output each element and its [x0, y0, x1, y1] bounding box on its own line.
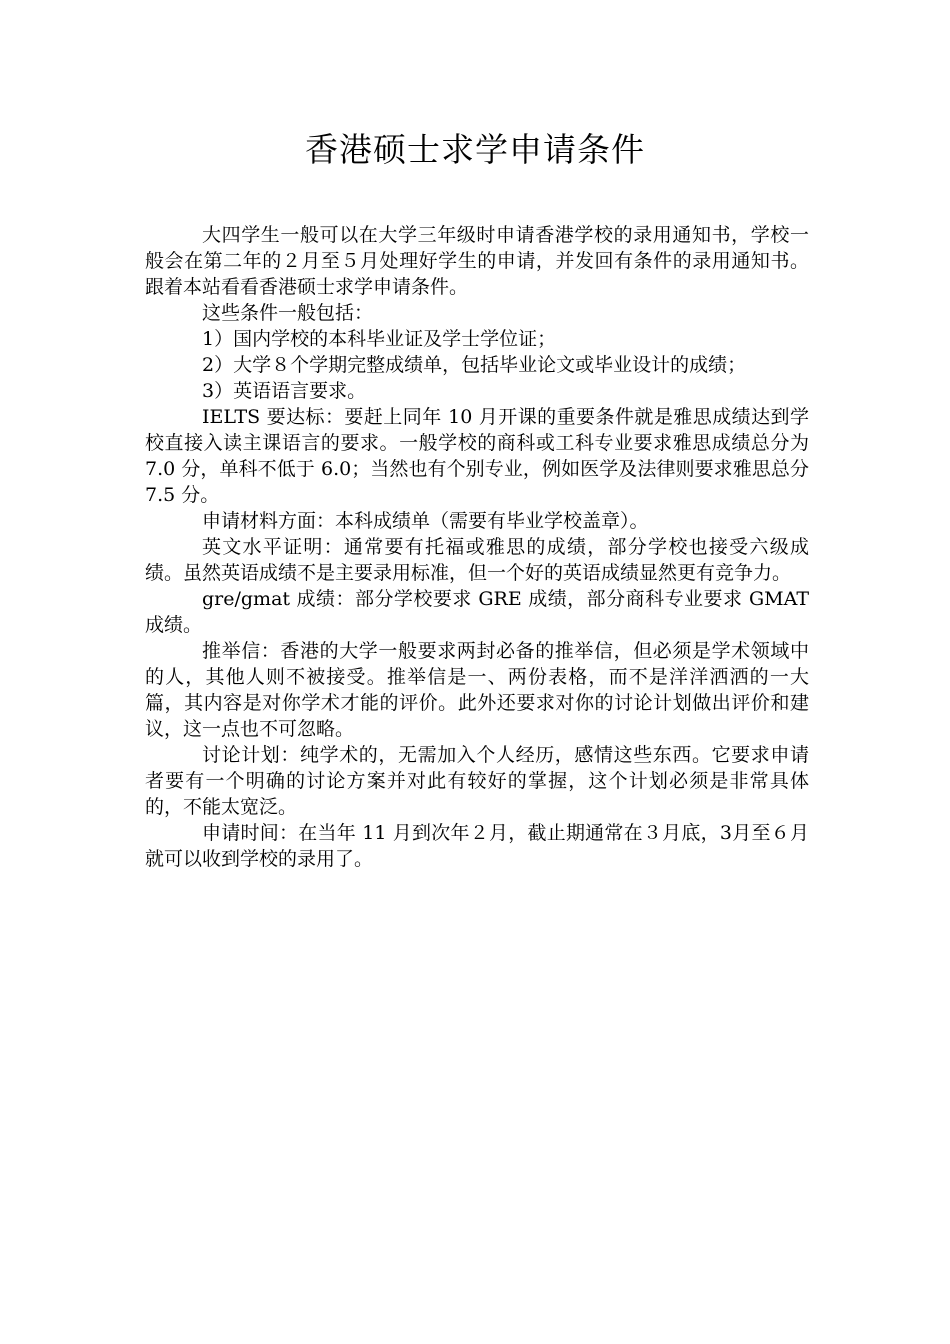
paragraph-gre-gmat: gre/gmat 成绩：部分学校要求 GRE 成绩，部分商科专业要求 GMAT 成绩。	[145, 588, 809, 636]
paragraph-condition-2: 2）大学８个学期完整成绩单，包括毕业论文或毕业设计的成绩；	[202, 354, 747, 376]
paragraph-condition-1: 1）国内学校的本科毕业证及学士学位证；	[202, 328, 557, 350]
paragraph-ielts: IELTS 要达标：要赶上同年 10 月开课的重要条件就是雅思成绩达到学校直接入读主课语言的要求。一般学校的商科或工科专业要求雅思成绩总分为 7.0 分，单科不低于 6.0；当然也有个别专业，例如医学及法律则要求雅思总分 7.5 分。	[145, 406, 809, 506]
paragraph-english-proof: 英文水平证明：通常要有托福或雅思的成绩，部分学校也接受六级成绩。虽然英语成绩不是主要录用标准，但一个好的英语成绩显然更有竞争力。	[145, 536, 809, 584]
paragraph-research-plan: 讨论计划：纯学术的，无需加入个人经历，感情这些东西。它要求申请者要有一个明确的讨论方案并对此有较好的掌握，这个计划必须是非常具体的，不能太宽泛。	[145, 744, 809, 818]
document-body	[145, 222, 809, 872]
paragraph-conditions-heading: 这些条件一般包括：	[202, 302, 374, 324]
paragraph-condition-3: 3）英语语言要求。	[202, 380, 367, 402]
paragraph-materials: 申请材料方面：本科成绩单（需要有毕业学校盖章）。	[202, 510, 649, 532]
paragraph-intro: 大四学生一般可以在大学三年级时申请香港学校的录用通知书，学校一般会在第二年的２月至５月处理好学生的申请，并发回有条件的录用通知书。跟着本站看看香港硕士求学申请条件。	[145, 224, 809, 298]
document-title: 香港硕士求学申请条件	[305, 130, 645, 169]
paragraph-application-time: 申请时间：在当年 11 月到次年２月，截止期通常在３月底，3月至６月就可以收到学校的录用了。	[145, 822, 809, 870]
paragraph-recommendation: 推举信：香港的大学一般要求两封必备的推举信，但必须是学术领域中的人，其他人则不被接受。推举信是一、两份表格，而不是洋洋洒洒的一大篇，其内容是对你学术才能的评价。此外还要求对你的讨论计划做出评价和建议，这一点也不可忽略。	[145, 640, 809, 740]
